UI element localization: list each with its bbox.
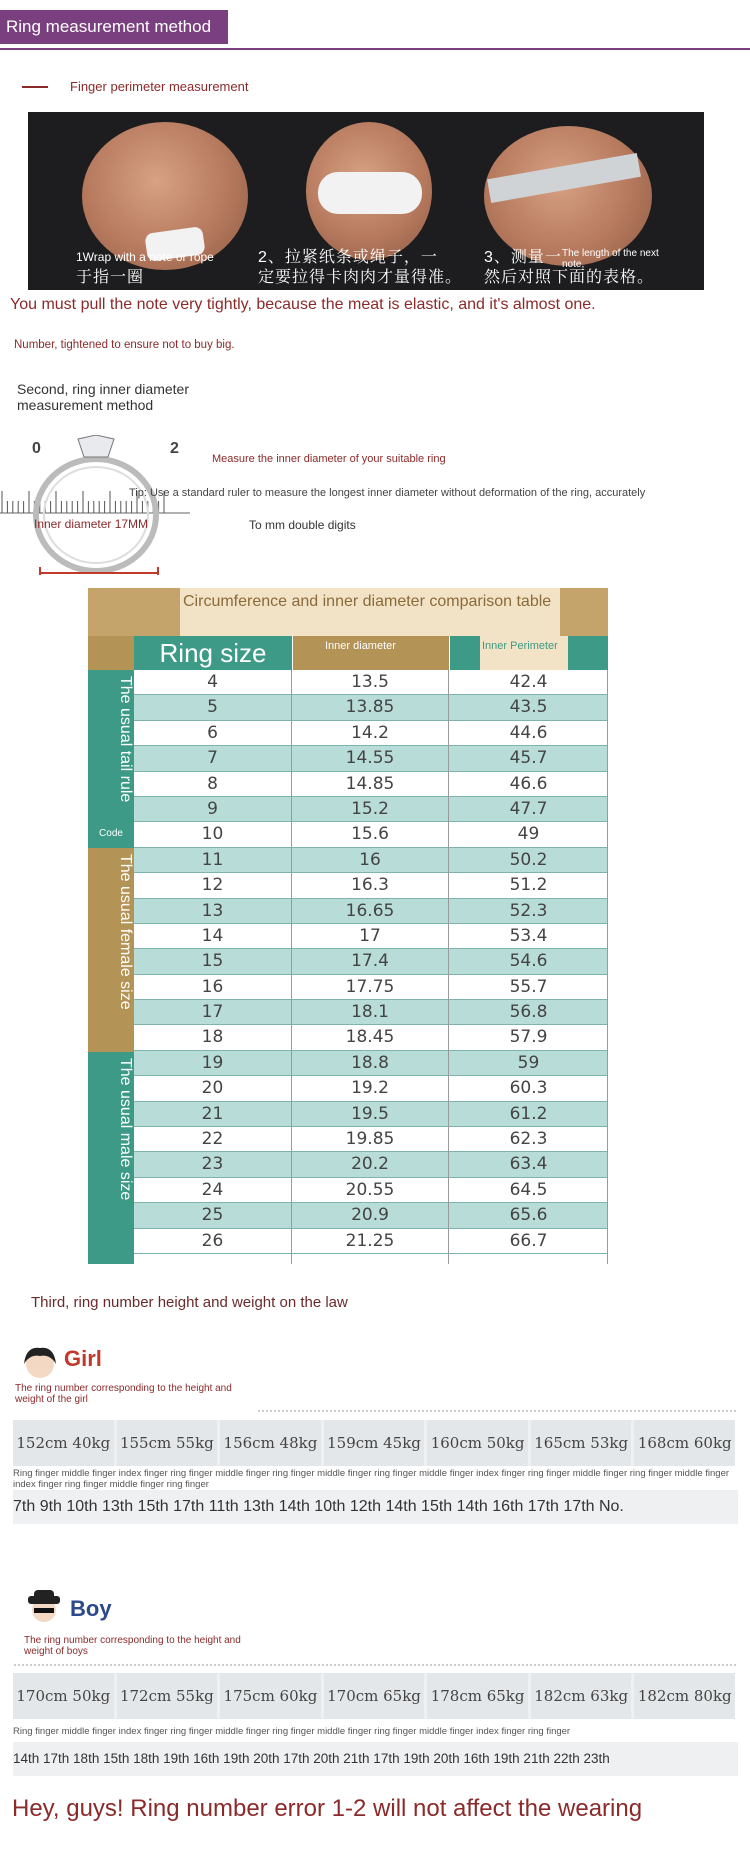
boy-height-weight-chip: 170cm 65kg: [324, 1673, 425, 1719]
ring-size-cell: 6: [207, 722, 218, 743]
table-row: [134, 949, 608, 974]
inner-diameter-cell: 13.85: [345, 697, 395, 718]
tight-note-line1: You must pull the note very tightly, because the meat is elastic, and it's almost one.: [10, 296, 596, 313]
inner-perimeter-cell: 52.3: [509, 900, 548, 921]
table-row: [134, 1152, 608, 1177]
table-row: [134, 1229, 608, 1254]
inner-perimeter-cell: 61.2: [509, 1103, 548, 1124]
header-perimeter-bg: [450, 636, 608, 670]
table-row: [134, 797, 608, 822]
inner-diameter-cell: 17: [359, 925, 381, 946]
table-row: [134, 746, 608, 771]
caption-1-en: 1Wrap with a note or rope: [76, 250, 214, 264]
inner-perimeter-cell: 66.7: [509, 1230, 548, 1251]
ring-size-cell: 13: [201, 900, 224, 921]
col-divider-3: [607, 670, 608, 1264]
inner-diameter-cell: 19.85: [345, 1129, 395, 1150]
inner-diameter-cell: 18.45: [345, 1027, 395, 1048]
girl-divider: [258, 1410, 736, 1412]
inner-diameter-cell: 17.4: [351, 951, 389, 972]
boy-ring-numbers: 14th 17th 18th 15th 18th 19th 16th 19th 20th 17th 20th 21th 17th 19th 20th 16th 19th 21th 22th 23th: [13, 1742, 738, 1776]
inner-diameter-cell: 14.55: [345, 748, 395, 769]
header-corner: [88, 636, 134, 670]
ring-size-cell: 7: [207, 748, 218, 769]
inner-diameter-cell: 16: [359, 849, 381, 870]
footer-note: Hey, guys! Ring number error 1-2 will not affect the wearing: [12, 1795, 643, 1822]
finger-measure-photos: [28, 112, 704, 290]
group-tail-code: Code: [99, 828, 123, 839]
table-row: [134, 695, 608, 720]
ring-size-cell: 22: [201, 1129, 224, 1150]
girl-finger-line: Ring finger middle finger index finger ring finger middle finger ring finger middle finger ring finger middle finger index finger ring finger middle finger ring finger middle finger index finger ring finger middle finger ring finger: [13, 1468, 730, 1490]
header-divider: [0, 48, 750, 50]
inner-perimeter-cell: 49: [517, 824, 540, 845]
boy-height-weight-chip: 175cm 60kg: [220, 1673, 321, 1719]
inner-diameter-cell: 21.25: [345, 1230, 395, 1251]
inner-diameter-cell: 15.2: [351, 798, 389, 819]
caption-2-cn2: 定要拉得卡肉肉才量得准。: [258, 269, 463, 286]
inner-perimeter-cell: 54.6: [509, 951, 548, 972]
inner-perimeter-cell: 50.2: [509, 849, 548, 870]
boy-height-weight-chip: 182cm 63kg: [531, 1673, 632, 1719]
girl-height-weight-chip: 152cm 40kg: [13, 1420, 114, 1466]
mm-double-digits: To mm double digits: [249, 518, 356, 532]
table-row: [134, 1127, 608, 1152]
boy-height-weight-chip: 182cm 80kg: [634, 1673, 735, 1719]
ring-size-cell: 4: [207, 672, 218, 692]
tight-note-line2: Number, tightened to ensure not to buy big.: [14, 339, 235, 351]
table-row: [134, 1000, 608, 1025]
table-row: [134, 975, 608, 1000]
inner-perimeter-cell: 43.5: [509, 697, 548, 718]
inner-perimeter-cell: 42.4: [509, 672, 548, 692]
section-dash: [22, 86, 48, 88]
ring-size-cell: 10: [201, 824, 224, 845]
table-row: [134, 1025, 608, 1050]
boy-height-weight-chip: 172cm 55kg: [117, 1673, 218, 1719]
inner-perimeter-cell: 45.7: [509, 748, 548, 769]
caption-2-cn1: 2、拉紧纸条或绳子，一: [258, 249, 438, 266]
ruler-label-2: 2: [170, 440, 179, 457]
inner-perimeter-cell: 44.6: [509, 722, 548, 743]
inner-perimeter-cell: 51.2: [509, 875, 548, 896]
ring-size-cell: 20: [201, 1078, 224, 1099]
inner-diameter-example: Inner diameter 17MM: [34, 517, 149, 531]
boy-divider: [14, 1664, 736, 1666]
ring-size-cell: 14: [201, 925, 224, 946]
ring-size-cell: 11: [201, 849, 224, 870]
inner-perimeter-cell: 53.4: [509, 925, 548, 946]
boy-height-weight-row: [13, 1673, 735, 1719]
inner-diameter-cell: 15.6: [351, 824, 389, 845]
table-title-bar: [88, 588, 608, 636]
table-row: [134, 772, 608, 797]
ring-size-cell: 19: [201, 1052, 224, 1073]
girl-height-weight-chip: 159cm 45kg: [324, 1420, 425, 1466]
table-row: [134, 1178, 608, 1203]
girl-subtitle: The ring number corresponding to the height and weight of the girl: [15, 1383, 232, 1405]
boy-avatar-icon: [22, 1588, 66, 1624]
section2-title: Second, ring inner diameter measurement method: [17, 381, 189, 413]
ring-size-cell: 15: [201, 951, 224, 972]
inner-diameter-cell: 17.75: [345, 976, 395, 997]
table-row: [134, 848, 608, 873]
inner-diameter-cell: 20.55: [345, 1179, 395, 1200]
caption-1-cn: 于指一圈: [76, 269, 145, 286]
inner-diameter-cell: 20.2: [351, 1154, 389, 1175]
table-row: [134, 1051, 608, 1076]
boy-subtitle: The ring number corresponding to the height and weight of boys: [24, 1635, 241, 1657]
page-title: Ring measurement method: [0, 10, 228, 44]
ruler-label-0: 0: [32, 440, 41, 457]
table-row: [134, 1102, 608, 1127]
ring-band: [36, 459, 156, 571]
table-row: [134, 873, 608, 898]
inner-perimeter-cell: 63.4: [509, 1154, 548, 1175]
inner-perimeter-cell: 59: [517, 1052, 540, 1073]
header-inner-perimeter: Inner Perimeter: [480, 636, 568, 670]
caption-3-cn1: 3、测量一: [484, 249, 562, 266]
inner-perimeter-cell: 60.3: [509, 1078, 548, 1099]
inner-diameter-cell: 16.65: [345, 900, 395, 921]
ring-size-cell: 16: [201, 976, 224, 997]
ring-size-cell: 24: [201, 1179, 224, 1200]
boy-height-weight-chip: 170cm 50kg: [13, 1673, 114, 1719]
inner-perimeter-cell: 64.5: [509, 1179, 548, 1200]
group-male-size: [88, 1052, 134, 1264]
group-male-size-label: The usual male size: [117, 1058, 134, 1201]
ring-inner: [44, 467, 148, 563]
girl-height-weight-chip: 160cm 50kg: [427, 1420, 528, 1466]
diamond-icon: [78, 435, 114, 457]
inner-perimeter-cell: 47.7: [509, 798, 548, 819]
header-inner-diameter: Inner diameter: [293, 636, 449, 670]
boy-height-weight-chip: 178cm 65kg: [427, 1673, 528, 1719]
ring-size-cell: 25: [201, 1205, 224, 1226]
measure-note: Measure the inner diameter of your suitable ring: [212, 453, 446, 465]
ruler-tip: Tip: Use a standard ruler to measure the longest inner diameter without deformation of the ring, accurately: [129, 487, 646, 499]
girl-height-weight-chip: 165cm 53kg: [531, 1420, 632, 1466]
header-ring-size: Ring size: [134, 636, 292, 670]
inner-perimeter-cell: 46.6: [509, 773, 548, 794]
table-header-row: [88, 636, 608, 670]
table-row: [134, 822, 608, 847]
ring-size-cell: 17: [201, 1002, 224, 1023]
girl-title: Girl: [64, 1346, 102, 1371]
table-row: [134, 670, 608, 695]
inner-perimeter-cell: 57.9: [509, 1027, 548, 1048]
inner-diameter-cell: 14.2: [351, 722, 389, 743]
girl-height-weight-row: [13, 1420, 735, 1466]
inner-diameter-cell: 19.2: [351, 1078, 389, 1099]
inner-diameter-cell: 16.3: [351, 875, 389, 896]
ring-size-cell: 12: [201, 875, 224, 896]
girl-avatar-icon: [20, 1344, 60, 1378]
girl-ring-numbers: 7th 9th 10th 13th 15th 17th 11th 13th 14th 10th 12th 14th 15th 14th 16th 17th 17th No.: [13, 1490, 738, 1524]
table-row: [134, 899, 608, 924]
col-divider-1: [291, 670, 292, 1264]
boy-finger-line: Ring finger middle finger index finger ring finger middle finger ring finger middle finger ring finger middle finger index finger ring finger: [13, 1726, 571, 1737]
ring-size-cell: 18: [201, 1027, 224, 1048]
inner-diameter-cell: 18.1: [351, 1002, 389, 1023]
inner-diameter-cell: 20.9: [351, 1205, 389, 1226]
inner-perimeter-cell: 62.3: [509, 1129, 548, 1150]
girl-height-weight-chip: 155cm 55kg: [117, 1420, 218, 1466]
boy-title: Boy: [70, 1596, 112, 1621]
inner-diameter-cell: 19.5: [351, 1103, 389, 1124]
inner-perimeter-cell: 55.7: [509, 976, 548, 997]
group-female-size: [88, 848, 134, 1052]
inner-diameter-cell: 13.5: [351, 672, 389, 692]
girl-height-weight-chip: 156cm 48kg: [220, 1420, 321, 1466]
ring-size-cell: 26: [201, 1230, 224, 1251]
caption-3-cn2: 然后对照下面的表格。: [484, 269, 655, 286]
girl-height-weight-chip: 168cm 60kg: [634, 1420, 735, 1466]
col-divider-2: [448, 670, 449, 1264]
ring-size-cell: 9: [207, 798, 218, 819]
section1-title: Finger perimeter measurement: [70, 79, 249, 94]
table-row: [134, 1203, 608, 1228]
paper-strip-2: [318, 172, 422, 214]
inner-diameter-cell: 14.85: [345, 773, 395, 794]
group-female-size-label: The usual female size: [117, 854, 134, 1010]
ring-size-cell: 23: [201, 1154, 224, 1175]
table-row: [134, 721, 608, 746]
ring-size-cell: 5: [207, 697, 218, 718]
inner-diameter-cell: 18.8: [351, 1052, 389, 1073]
ring-size-cell: 8: [207, 773, 218, 794]
ring-size-cell: 21: [201, 1103, 224, 1124]
group-tail-rule-label: The usual tail rule: [117, 676, 134, 803]
ring-size-table: [88, 588, 608, 1264]
section3-title: Third, ring number height and weight on the law: [31, 1294, 348, 1311]
table-row: [134, 1076, 608, 1101]
inner-perimeter-cell: 65.6: [509, 1205, 548, 1226]
caption-3-en: The length of the next note,: [562, 248, 659, 270]
inner-perimeter-cell: 56.8: [509, 1002, 548, 1023]
table-body: [134, 670, 608, 1254]
table-row: [134, 924, 608, 949]
table-title: Circumference and inner diameter comparison table: [180, 588, 560, 636]
